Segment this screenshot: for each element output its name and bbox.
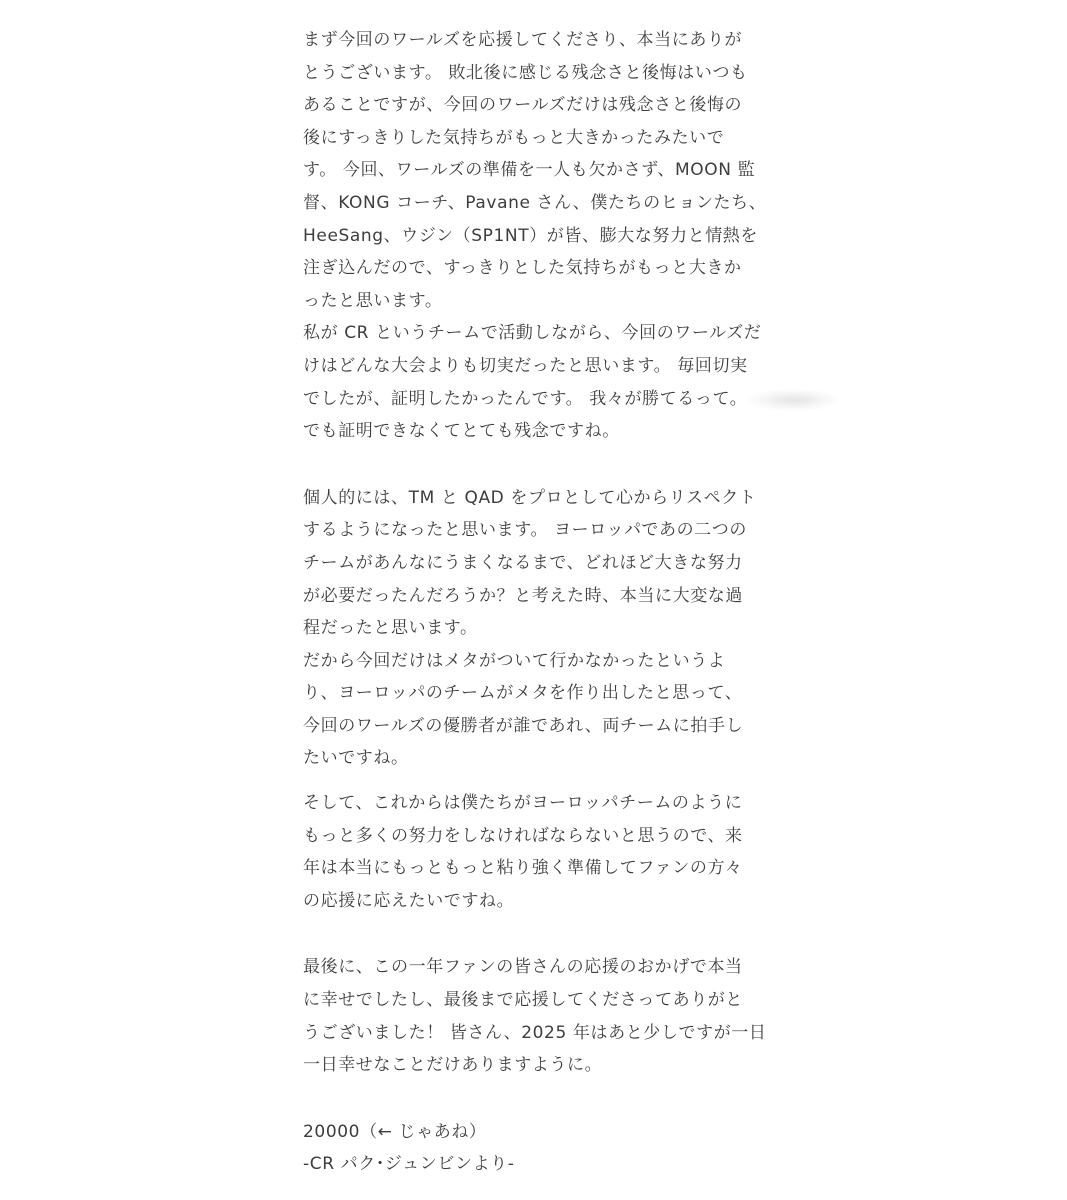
text-line: でしたが、証明したかったんです。 我々が勝てるって。 <box>303 388 748 409</box>
text-line: が必要だったんだろうか？と考えた時、本当に大変な過 <box>303 585 743 606</box>
text-line: ったと思います。 <box>303 290 443 311</box>
text-line: とうございます。 敗北後に感じる残念さと後悔はいつも <box>303 62 748 83</box>
text-line: 個人的には、TM と QAD をプロとして心からリスペクト <box>303 487 757 508</box>
text-line: うございました！ 皆さん、2025 年はあと少しですが一日 <box>303 1022 767 1043</box>
text-line: けはどんな大会よりも切実だったと思います。 毎回切実 <box>303 355 748 376</box>
paragraph-spacer <box>303 1082 823 1116</box>
paragraph-spacer <box>303 917 823 951</box>
text-line: の応援に応えたいですね。 <box>303 890 515 911</box>
text-line: HeeSang、ウジン（SP1NT）が皆、膨大な努力と情熱を <box>303 225 759 246</box>
text-line: たいですね。 <box>303 748 409 769</box>
text-line: 注ぎ込んだので、すっきりとした気持ちがもっと大きか <box>303 258 742 279</box>
text-line: 最後に、この一年ファンの皆さんの応援のおかげで本当 <box>303 957 743 978</box>
text-line: 一日幸せなことだけありますように。 <box>303 1055 603 1076</box>
text-line: 私が CR というチームで活動しながら、今回のワールズだ <box>303 323 762 344</box>
text-line: まず今回のワールズを応援してくださり、本当にありが <box>303 30 743 50</box>
text-line: するようになったと思います。 ヨーロッパであの二つの <box>303 520 747 541</box>
text-line: そして、これからは僕たちがヨーロッパチームのように <box>303 793 743 814</box>
text-line: でも証明できなくてとても残念ですね。 <box>303 421 620 442</box>
text-line: 後にすっきりした気持ちがもっと大きかったみたいで <box>303 127 725 148</box>
text-line: り、ヨーロッパのチームがメタを作り出したと思って、 <box>303 683 743 704</box>
paragraph-spacer <box>303 775 823 787</box>
text-line: 程だったと思います。 <box>303 618 478 639</box>
signature-line: -CR パク･ジュンビンより- <box>303 1154 515 1175</box>
text-line: チームがあんなにうまくなるまで、どれほど大きな努力 <box>303 552 743 573</box>
paragraph-spacer <box>303 448 823 482</box>
text-line: あることですが、今回のワールズだけは残念さと後悔の <box>303 95 743 116</box>
text-line: に幸せでしたし、最後まで応援してくださってありがと <box>303 990 743 1011</box>
text-line: だから今回だけはメタがついて行かなかったというよ <box>303 650 726 671</box>
text-line: もっと多くの努力をしなければならないと思うので、来 <box>303 825 743 846</box>
paragraph-3 <box>303 787 823 917</box>
paragraph-4 <box>303 951 823 1081</box>
paragraph-1 <box>303 24 823 448</box>
text-line: 今回のワールズの優勝者が誰であれ、両チームに拍手し <box>303 715 744 736</box>
text-line: 年は本当にもっともっと粘り強く準備してファンの方々 <box>303 858 743 879</box>
paragraph-2 <box>303 482 823 775</box>
text-line: す。 今回、ワールズの準備を一人も欠かさず、MOON 監 <box>303 160 756 181</box>
text-line: 督、KONG コーチ、Pavane さん、僕たちのヒョンたち、 <box>303 192 767 213</box>
signoff-line: 20000（← じゃあね） <box>303 1121 487 1142</box>
letter-body <box>303 24 823 1181</box>
image-smudge <box>748 389 840 411</box>
signoff <box>303 1116 823 1181</box>
